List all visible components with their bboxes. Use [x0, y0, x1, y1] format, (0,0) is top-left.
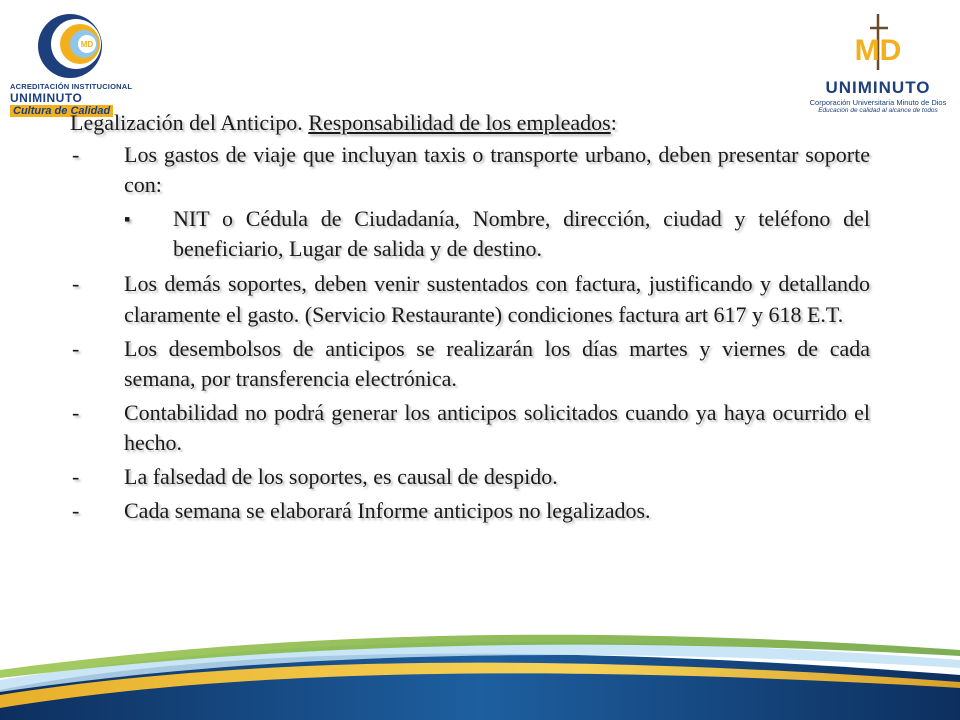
- list-dash: -: [72, 498, 80, 523]
- uniminuto-md-mark-icon: [834, 12, 924, 76]
- logo-right-mark: MD: [854, 34, 902, 67]
- slide-body: [70, 108, 870, 530]
- list-dash: -: [72, 336, 80, 361]
- list-item-text: Cada semana se elaborará Informe anticipos no legalizados.: [124, 498, 651, 523]
- list-dash: -: [72, 142, 80, 167]
- heading-part3: :: [610, 110, 617, 135]
- list-dash: -: [72, 271, 80, 296]
- accreditation-emblem-icon: [32, 10, 112, 80]
- logo-left-line1: ACREDITACIÓN INSTITUCIONAL: [10, 82, 133, 91]
- list-item: [70, 140, 870, 200]
- list-dash: -: [72, 464, 80, 489]
- heading-part1: Legalización del Anticipo.: [70, 110, 309, 135]
- logo-left-line3: Cultura de Calidad: [10, 105, 113, 117]
- sub-list-item: [70, 204, 870, 264]
- slide-heading: [70, 108, 870, 138]
- sub-list-item-text: NIT o Cédula de Ciudadanía, Nombre, dirección, ciudad y teléfono del beneficiario, Lugar de salida y de destino.: [173, 206, 870, 261]
- svg-text:MD: MD: [80, 40, 94, 49]
- logo-left-line2: UNIMINUTO: [10, 91, 83, 105]
- bottom-swoosh-decoration: [0, 620, 960, 720]
- logo-right-tagline: Educación de calidad al alcance de todos: [818, 107, 938, 114]
- logo-right-name: UNIMINUTO: [825, 78, 931, 97]
- square-bullet-icon: ▪: [124, 209, 131, 229]
- list-item-text: La falsedad de los soportes, es causal de despido.: [124, 464, 558, 489]
- list-item: [70, 268, 870, 330]
- list-item: [70, 398, 870, 458]
- list-item-text: Los desembolsos de anticipos se realizarán los días martes y viernes de cada semana, por transferencia electrónica.: [124, 336, 870, 391]
- list-item: [70, 462, 870, 492]
- list-item: [70, 496, 870, 526]
- heading-part2: Responsabilidad de los empleados: [308, 110, 611, 135]
- list-item-text: Los gastos de viaje que incluyan taxis o transporte urbano, deben presentar soporte con:: [124, 142, 870, 197]
- list-item: [70, 334, 870, 394]
- logo-right-subtitle: Corporación Universitaria Minuto de Dios: [809, 98, 947, 107]
- list-item-text: Los demás soportes, deben venir sustentados con factura, justificando y detallando claramente el gasto. (Servicio Restaurante) condiciones factura art 617 y 618 E.T.: [124, 271, 870, 327]
- uniminuto-logo: [798, 12, 958, 122]
- list-item-text: Contabilidad no podrá generar los anticipos solicitados cuando ya haya ocurrido el hecho.: [124, 400, 870, 455]
- list-dash: -: [72, 400, 80, 425]
- accreditation-logo: [10, 10, 140, 120]
